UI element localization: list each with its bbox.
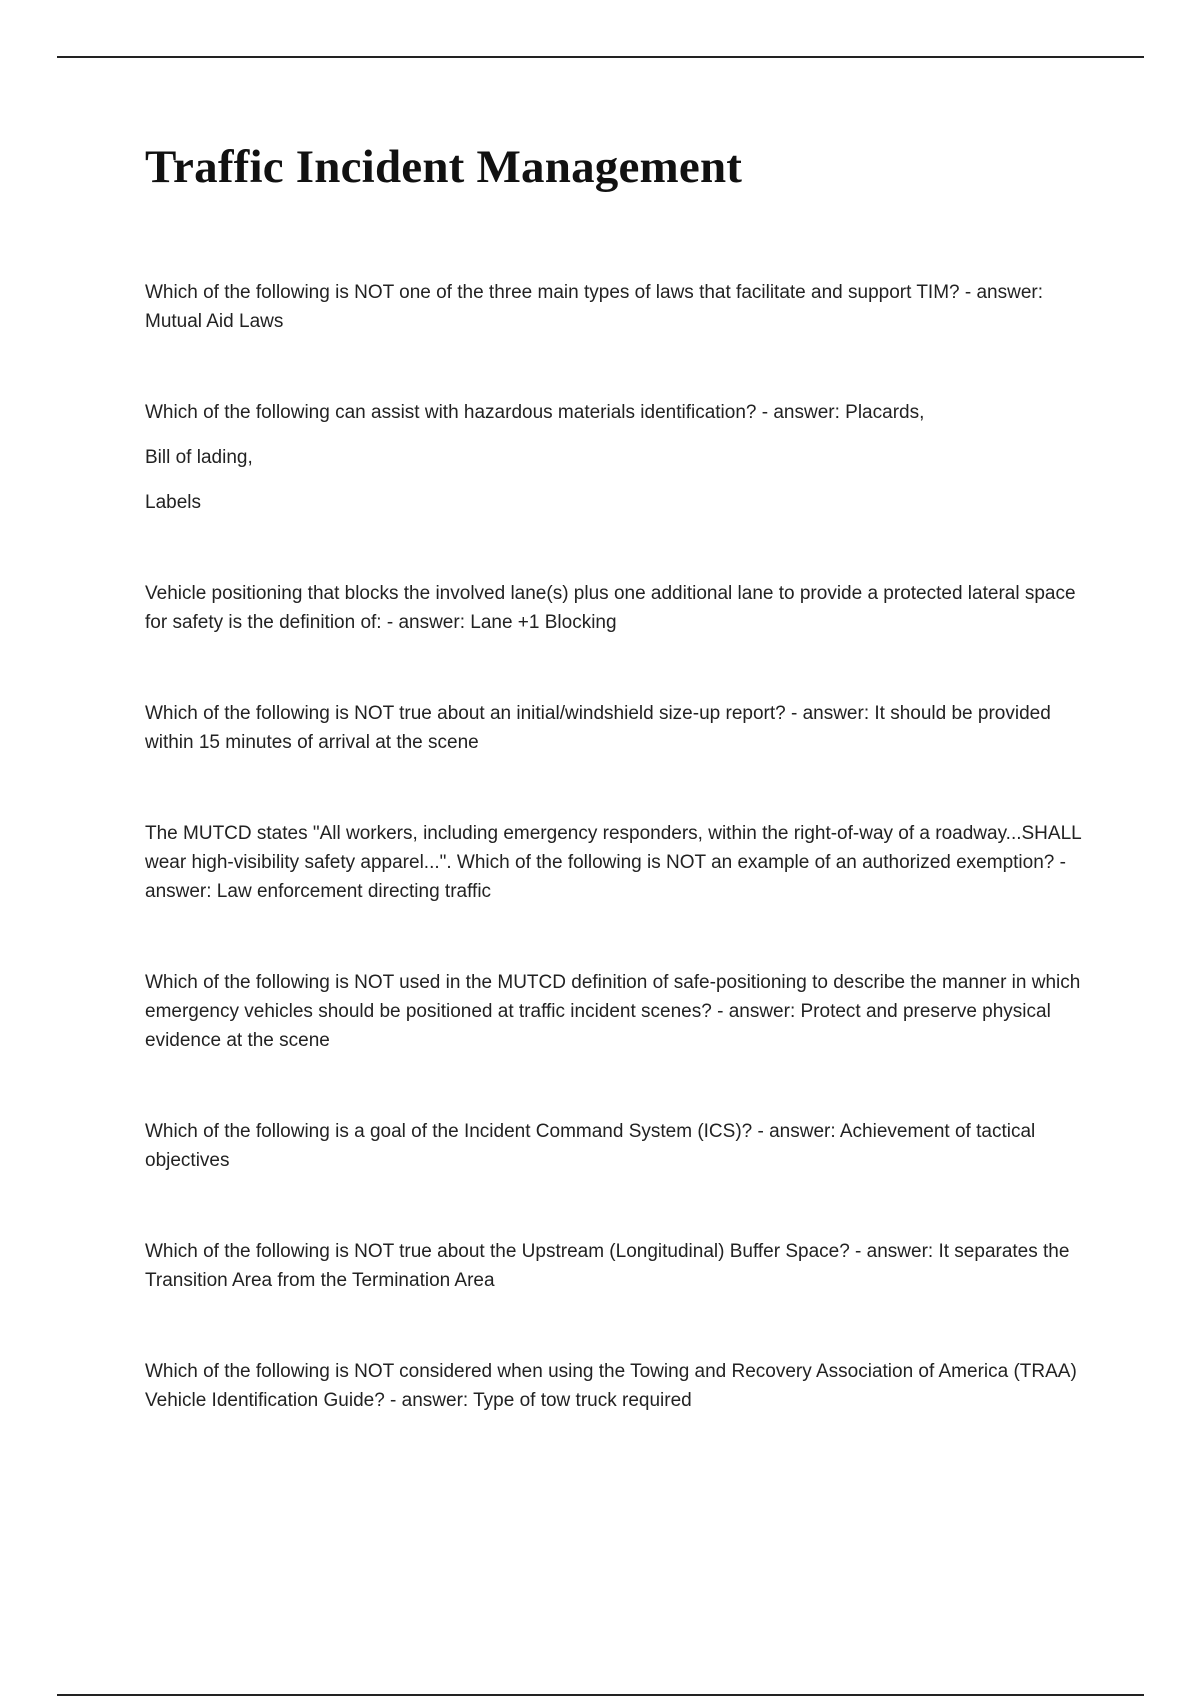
qa-item	[145, 278, 1090, 336]
qa-text: Which of the following is NOT one of the three main types of laws that facilitate and support TIM? - answer: Mutual Aid Laws	[145, 281, 1044, 332]
qa-text: Which of the following is NOT true about the Upstream (Longitudinal) Buffer Space? - answer: It separates the Transition Area from the Termination Area	[145, 1240, 1070, 1291]
qa-text: Which of the following is NOT considered when using the Towing and Recovery Association of America (TRAA) Vehicle Identification Guide? - answer: Type of tow truck required	[145, 1360, 1077, 1411]
qa-text: Which of the following is a goal of the Incident Command System (ICS)? - answer: Achievement of tactical objectives	[145, 1120, 1036, 1171]
qa-item	[145, 1357, 1090, 1415]
qa-text: Vehicle positioning that blocks the involved lane(s) plus one additional lane to provide a protected lateral space for safety is the definition of: - answer: Lane +1 Blocking	[145, 582, 1076, 633]
qa-item	[145, 398, 1090, 517]
qa-item	[145, 1237, 1090, 1295]
qa-item	[145, 968, 1090, 1055]
document-title: Traffic Incident Management	[145, 141, 743, 193]
qa-text: Which of the following is NOT used in the MUTCD definition of safe-positioning to describe the manner in which emergency vehicles should be positioned at traffic incident scenes? - answer: Protect and preserve physical evidence at the scene	[145, 971, 1081, 1051]
qa-list	[145, 278, 1090, 1415]
qa-item	[145, 1117, 1090, 1175]
qa-item	[145, 579, 1090, 637]
qa-text: Which of the following can assist with hazardous materials identification? - answer: Placards,	[145, 401, 925, 423]
top-rule	[57, 56, 1144, 58]
qa-extra-line: Bill of lading,	[145, 446, 253, 468]
bottom-rule	[57, 1694, 1144, 1696]
qa-item	[145, 699, 1090, 757]
qa-text: The MUTCD states "All workers, including emergency responders, within the right-of-way of a roadway...SHALL wear high-visibility safety apparel...". Which of the following is NOT an example of an authorized exemption? - answer: Law enforcement directing traffic	[145, 822, 1082, 902]
qa-item	[145, 819, 1090, 906]
qa-text: Which of the following is NOT true about an initial/windshield size-up report? - answer: It should be provided within 15 minutes of arrival at the scene	[145, 702, 1051, 753]
qa-extra-line: Labels	[145, 491, 201, 513]
document-body	[145, 142, 1090, 1477]
